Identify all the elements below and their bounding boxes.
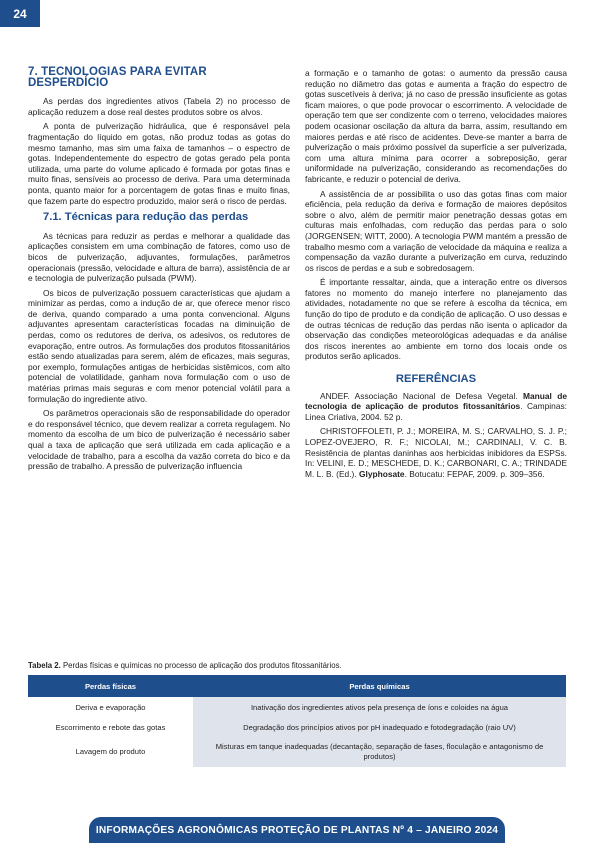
table-row: [28, 697, 566, 717]
page-number: 24: [0, 0, 40, 27]
table-header: Perdas químicas: [193, 675, 566, 697]
table-header: Perdas físicas: [28, 675, 193, 697]
references-heading: REFERÊNCIAS: [395, 373, 477, 386]
paragraph: A ponta de pulverização hidráulica, que é responsável pela fragmentação do líquido em gotas, não produz todas as gotas do mesmo tamanho, mas sim uma faixa de tamanhos – o espectro de gotas. Independentemente do espectro de gotas gerado pela ponta utilizada, uma parte do volume aplicado é formada por gotas finas e muito finas, sensíveis ao processo de deriva. Para uma determinada ponta, quanto maior for a porcentagem de gotas finas e muito finas, que fazem parte do espectro produzido, maior será o risco de perdas.: [28, 121, 290, 206]
left-column: [28, 67, 290, 476]
table-cell: Misturas em tanque inadequadas (decantação, separação de fases, floculação e antagonismo de produtos): [193, 737, 566, 767]
table-cell: Deriva e evaporação: [28, 697, 193, 717]
table-cell: Lavagem do produto: [28, 737, 193, 767]
right-column: [305, 68, 567, 483]
paragraph: Os parâmetros operacionais são de responsabilidade do operador e do responsável técnico, que devem realizar a correta regulagem. No momento da escolha de um bico de pulverização é necessário saber qual a taxa de aplicação que será utilizada em cada aplicação e a velocidade de trabalho, para a escolha da vazão correta do bico e da pressão de trabalho. A pressão de pulverização influencia: [28, 408, 290, 472]
table-cell: Inativação dos ingredientes ativos pela presença de íons e coloides na água: [193, 697, 566, 717]
paragraph: As técnicas para reduzir as perdas e melhorar a qualidade das aplicações consistem em uma combinação de fatores, como uso de bicos de pulverização, adjuvantes, formulações, parâmetros operacionais (pressão, velocidade e altura de barra), assistência de ar e tecnologia de pulverização pulsada (PWM).: [28, 230, 290, 284]
reference-entry: CHRISTOFFOLETI, P. J.; MOREIRA, M. S.; CARVALHO, S. J. P.; LOPEZ-OVEJERO, R. F.; NICOLAI, M.; CARDINALI, V. C. B. Resistência de plantas daninhas aos herbicidas inibidores da ESPSs. In: VELINI, E. D.; MESCHEDE, D. K.; CARBONARI, C. A.; TRINDADE M. L. B. (Ed.). Glyphosate. Botucatu: FEPAF, 2009. p. 309–356.: [305, 426, 567, 479]
table-row: [28, 737, 566, 767]
table-row: [28, 717, 566, 737]
paragraph: A assistência de ar possibilita o uso das gotas finas com maior eficiência, pela redução da deriva e formação de maiores depósitos sobre o alvo, além de permitir maior penetração dessas gotas em culturas mais enfolhadas, com redução das perdas para o solo (JORGENSEN; WITT, 2000). A tecnologia PWM mantém a pressão de trabalho mesmo com a variação de velocidade da máquina e realiza a compensação da vazão durante a pulverização em curva, reduzindo os riscos de perdas e a sub e sobredosagem.: [305, 188, 567, 273]
section-heading: 7. TECNOLOGIAS PARA EVITAR DESPERDÍCIO: [28, 66, 207, 89]
paragraph: Os bicos de pulverização possuem características que ajudam a minimizar as perdas, como a indução de ar, que oferece menor risco de deriva, quando comparado a uma ponta convencional. Alguns adjuvantes apresentam características focadas na diminuição de perdas, como os redutores de deriva, os adesivos, os redutores de evaporação, entre outros. As formulações dos produtos fitossanitários estão sendo atualizadas para serem, além de eficazes, mais seguras, por exemplo, formulações antigas de herbicidas sistêmicos, com alto potencial de volatilidade, ganham nova formulação com o uso de matérias primas mais seguras e com menor potencial volátil para a formulação do ingrediente ativo.: [28, 287, 290, 404]
reference-entry: ANDEF. Associação Nacional de Defesa Vegetal. Manual de tecnologia de aplicação de produtos fitossanitários. Campinas: Linea Criativa, 2004. 52 p.: [305, 390, 567, 422]
losses-table: [28, 675, 566, 767]
table-cell: Degradação dos princípios ativos por pH inadequado e fotodegradação (raio UV): [193, 717, 566, 737]
table-caption: Tabela 2. Perdas físicas e químicas no processo de aplicação dos produtos fitossanitários.: [28, 661, 342, 670]
subsection-heading: 7.1. Técnicas para redução das perdas: [43, 211, 249, 224]
paragraph: a formação e o tamanho de gotas: o aumento da pressão causa redução no diâmetro das gotas e aumenta a fração do espectro de gotas suscetíveis à deriva; já no caso de pressão insuficiente as gotas ficam maiores, o que pode provocar o escorrimento. A velocidade de operação tem que ser condizente com o terreno, velocidades maiores podem ocasionar oscilação da altura da barra, assim, resultando em maiores perdas e até risco de acidentes. Deve-se manter a barra de pulverização o mais próximo possível da superfície a ser pulverizada, com uma altura mínima para ocorrer a sobreposição, gerar uniformidade na pulverização, considerando as recomendações do fabricante, e reduzir o potencial de deriva.: [305, 68, 567, 184]
paragraph: É importante ressaltar, ainda, que a interação entre os diversos fatores no momento do manejo interfere no planejamento das atividades, notadamente no que se refere à escolha da técnica, em função do tipo de produto e da condição de aplicação. O uso dessas e de outras técnicas de redução das perdas não isenta o aplicador da observação das condições meteorológicas adequadas e da análise dos riscos inerentes ao ambiente em torno dos locais onde os produtos serão aplicados.: [305, 277, 567, 362]
paragraph: As perdas dos ingredientes ativos (Tabela 2) no processo de aplicação reduzem a dose real destes produtos sobre os alvos.: [28, 96, 290, 117]
table-cell: Escorrimento e rebote das gotas: [28, 717, 193, 737]
footer-banner: INFORMAÇÕES AGRONÔMICAS PROTEÇÃO DE PLANTAS Nº 4 – JANEIRO 2024: [89, 817, 505, 843]
